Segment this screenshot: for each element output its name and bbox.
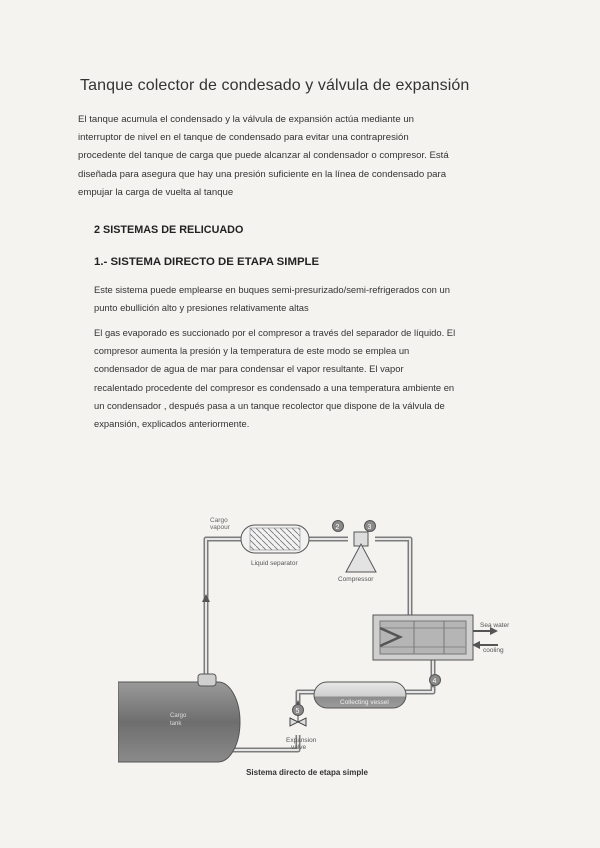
subsection-heading: 1.- SISTEMA DIRECTO DE ETAPA SIMPLE [94,256,320,268]
text-line: interruptor de nivel en el tanque de condensado para evitar una contrapresión [78,132,409,144]
cargo-vapour-label-2: vapour [210,524,230,531]
text-line: procedente del tanque de carga que puede alcanzar al condensador o compresor. Está [78,150,449,162]
sea-water-flow [472,627,498,649]
figure-caption: Sistema directo de etapa simple [246,768,368,777]
sea-water-label-2: cooling [483,647,504,654]
cargo-tank-label-2: tank [170,721,182,727]
text-line: recalentado procedente del compresor es condensado a una temperatura ambiente en [94,381,455,393]
cargo-tank [118,674,240,762]
compressor-label: Compressor [338,576,374,583]
reliquefaction-diagram [118,510,538,765]
text-line: un condensador , después pasa a un tanque recolector que dispone de la válvula de [94,399,445,411]
paragraph-1 [94,281,524,317]
point-5 [293,705,304,716]
text-line: compresor aumenta la presión y la temperatura de este modo se emplea un [94,345,410,357]
cargo-tank-label-1: Cargo [170,713,187,719]
text-line: Este sistema puede emplearse en buques semi-presurizado/semi-refrigerados con un [94,284,450,295]
text-line: diseñada para asegura que hay una presión suficiente en la línea de condensado para [78,168,447,180]
page-title: Tanque colector de condesado y válvula de expansión [80,77,470,94]
text-line: expansión, explicados anteriormente. [94,418,250,430]
liquid-separator [241,525,309,567]
point-3-label: 3 [367,524,372,531]
cargo-vapour-label-1: Cargo [210,517,228,524]
point-3 [365,521,376,532]
point-4-label: 4 [432,678,437,685]
paragraph-2 [94,324,524,433]
collecting-vessel-label: Collecting vessel [340,699,389,706]
point-5-label: 5 [295,708,300,715]
point-4 [430,675,441,686]
section-heading: 2 SISTEMAS DE RELICUADO [94,224,244,236]
condenser [373,615,473,660]
expansion-valve-label-2: valve [291,744,307,751]
text-line: condensador de agua de mar para condensar el vapor resultante. El vapor [94,363,404,375]
text-line: punto ebullición alto y presiones relativamente altas [94,302,309,314]
text-line: El tanque acumula el condensado y la válvula de expansión actúa mediante un [78,114,415,125]
point-2-label: 2 [335,524,340,531]
liquid-separator-label: Liquid separator [251,560,298,567]
collecting-vessel [314,682,406,708]
text-line: empujar la carga de vuelta al tanque [78,186,234,198]
expansion-valve [286,715,317,751]
point-2 [333,521,344,532]
expansion-valve-label-1: Expansion [286,737,317,744]
sea-water-label-1: Sea water [480,622,510,629]
intro-paragraph [78,111,518,202]
text-line: El gas evaporado es succionado por el compresor a través del separador de líquido. El [94,327,456,338]
